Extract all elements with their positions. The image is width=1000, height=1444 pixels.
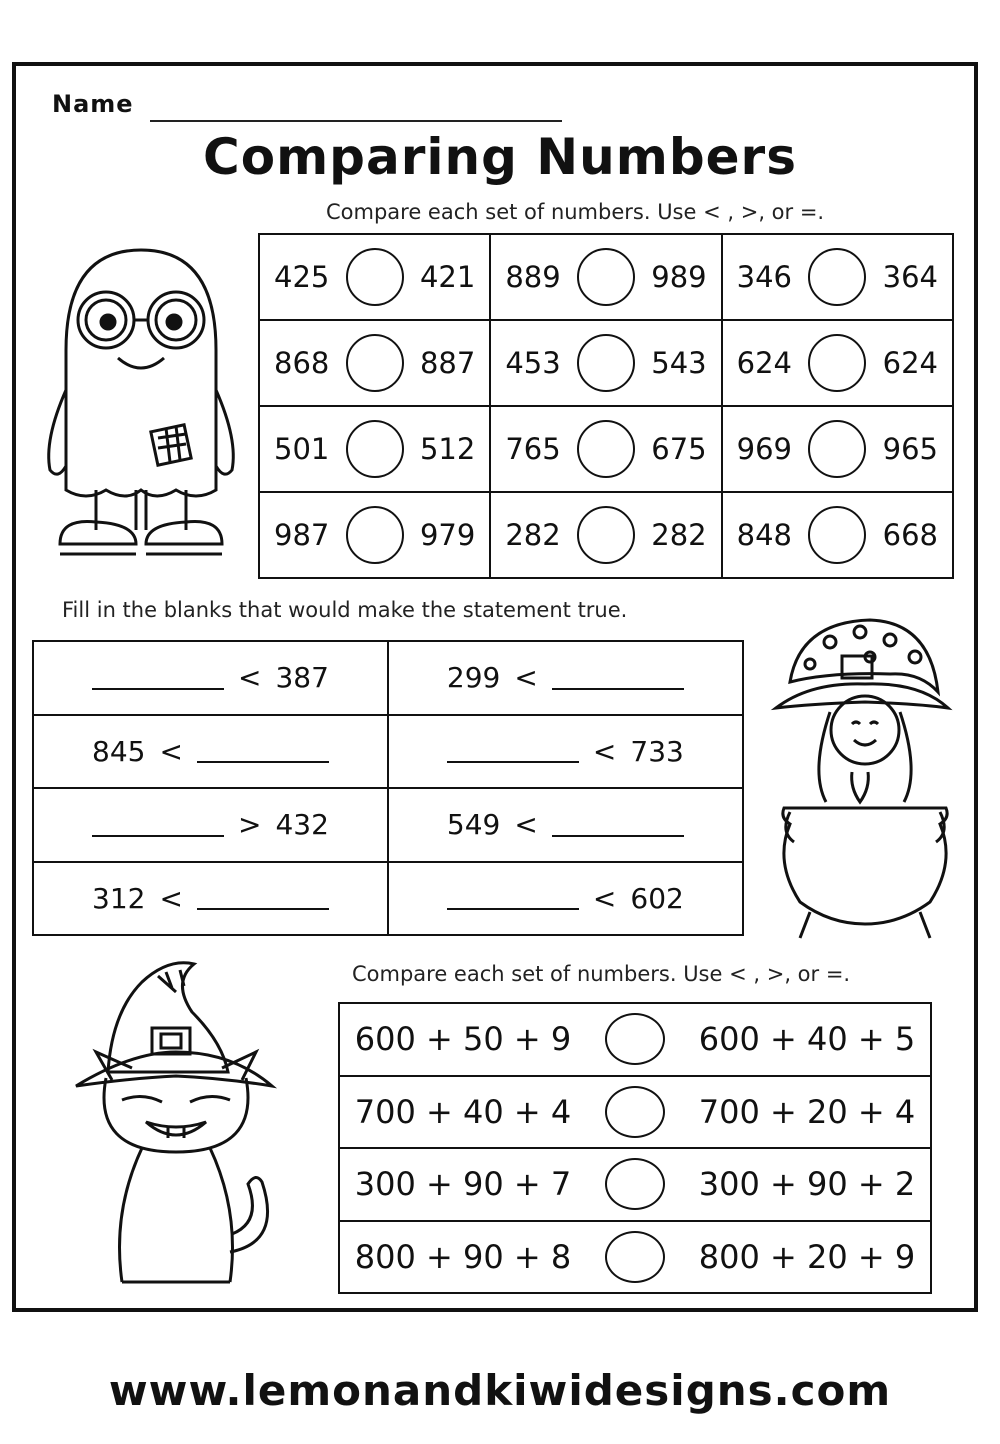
right-number: 965 xyxy=(882,432,938,466)
answer-circle[interactable] xyxy=(808,420,866,478)
sum-cell xyxy=(339,1076,931,1149)
answer-blank[interactable] xyxy=(552,666,684,690)
compare-cell xyxy=(259,492,490,578)
right-number: 543 xyxy=(651,346,707,380)
answer-circle[interactable] xyxy=(577,506,635,564)
answer-circle[interactable] xyxy=(346,420,404,478)
comparison-symbol: < xyxy=(238,661,262,695)
right-number: 512 xyxy=(419,432,476,466)
fill-cell xyxy=(388,715,743,789)
answer-circle[interactable] xyxy=(577,420,635,478)
fill-cell xyxy=(33,788,388,862)
compare-cell xyxy=(722,320,953,406)
compare-table xyxy=(258,233,954,579)
given-number: 432 xyxy=(275,808,329,842)
answer-circle[interactable] xyxy=(605,1158,665,1210)
answer-circle[interactable] xyxy=(346,506,404,564)
answer-blank[interactable] xyxy=(552,813,684,837)
fill-row xyxy=(33,862,743,936)
sum-table xyxy=(338,1002,932,1294)
compare-row xyxy=(259,492,953,578)
instruction-compare-top: Compare each set of numbers. Use < , >, or =. xyxy=(326,200,825,224)
comparison-symbol: < xyxy=(514,661,538,695)
compare-row xyxy=(259,320,953,406)
compare-cell xyxy=(490,234,721,320)
given-number: 733 xyxy=(630,734,684,768)
answer-circle[interactable] xyxy=(346,334,404,392)
compare-cell xyxy=(490,406,721,492)
comparison-symbol: < xyxy=(159,734,183,768)
answer-circle[interactable] xyxy=(605,1086,665,1138)
right-number: 675 xyxy=(651,432,707,466)
given-number: 549 xyxy=(446,808,501,842)
answer-blank[interactable] xyxy=(197,886,329,910)
right-number: 668 xyxy=(882,518,938,552)
left-expression: 300 + 90 + 7 xyxy=(354,1165,572,1204)
sum-row xyxy=(339,1221,931,1294)
left-number: 987 xyxy=(274,518,330,552)
left-expression: 800 + 90 + 8 xyxy=(354,1237,572,1276)
left-number: 969 xyxy=(736,432,793,466)
sum-row xyxy=(339,1076,931,1149)
left-number: 848 xyxy=(736,518,793,552)
sum-cell xyxy=(339,1003,931,1076)
fill-row xyxy=(33,715,743,789)
answer-circle[interactable] xyxy=(577,248,635,306)
left-number: 425 xyxy=(274,260,330,294)
website-footer[interactable]: www.lemonandkiwidesigns.com xyxy=(108,1366,892,1415)
compare-cell xyxy=(259,406,490,492)
given-number: 312 xyxy=(92,881,146,915)
witch-cauldron-illustration xyxy=(770,612,960,942)
left-number: 282 xyxy=(505,518,561,552)
fill-cell xyxy=(33,862,388,936)
instruction-compare-bottom: Compare each set of numbers. Use < , >, or =. xyxy=(352,962,851,986)
right-expression: 700 + 20 + 4 xyxy=(698,1092,916,1131)
compare-row xyxy=(259,406,953,492)
sum-cell xyxy=(339,1148,931,1221)
answer-blank[interactable] xyxy=(92,666,224,690)
answer-circle[interactable] xyxy=(346,248,404,306)
right-number: 989 xyxy=(651,260,707,294)
left-expression: 700 + 40 + 4 xyxy=(354,1092,572,1131)
sum-cell xyxy=(339,1221,931,1294)
given-number: 299 xyxy=(446,661,501,695)
right-number: 887 xyxy=(419,346,476,380)
left-number: 765 xyxy=(505,432,561,466)
page-title: Comparing Numbers xyxy=(203,128,797,186)
right-expression: 800 + 20 + 9 xyxy=(698,1237,916,1276)
right-expression: 300 + 90 + 2 xyxy=(698,1165,916,1204)
answer-blank[interactable] xyxy=(447,886,579,910)
answer-circle[interactable] xyxy=(577,334,635,392)
name-field[interactable] xyxy=(150,120,562,122)
answer-circle[interactable] xyxy=(605,1231,665,1283)
given-number: 602 xyxy=(630,881,684,915)
compare-cell xyxy=(259,234,490,320)
left-number: 868 xyxy=(274,346,330,380)
answer-blank[interactable] xyxy=(447,739,579,763)
fill-cell xyxy=(388,862,743,936)
fill-table xyxy=(32,640,744,936)
compare-cell xyxy=(722,234,953,320)
answer-circle[interactable] xyxy=(808,506,866,564)
left-number: 453 xyxy=(505,346,561,380)
compare-cell xyxy=(490,320,721,406)
given-number: 387 xyxy=(275,661,329,695)
compare-cell xyxy=(490,492,721,578)
left-number: 346 xyxy=(736,260,793,294)
cat-witch-hat-illustration xyxy=(72,952,282,1302)
given-number: 845 xyxy=(92,734,146,768)
left-number: 889 xyxy=(505,260,561,294)
fill-row xyxy=(33,788,743,862)
answer-circle[interactable] xyxy=(808,334,866,392)
fill-row xyxy=(33,641,743,715)
fill-cell xyxy=(33,641,388,715)
left-number: 624 xyxy=(736,346,793,380)
right-number: 624 xyxy=(882,346,938,380)
left-expression: 600 + 50 + 9 xyxy=(354,1020,572,1059)
comparison-symbol: < xyxy=(592,881,617,915)
fill-cell xyxy=(388,788,743,862)
answer-blank[interactable] xyxy=(197,739,329,763)
right-number: 364 xyxy=(882,260,938,294)
right-number: 979 xyxy=(419,518,476,552)
ghost-illustration xyxy=(36,240,246,570)
right-number: 421 xyxy=(419,260,476,294)
comparison-symbol: < xyxy=(592,734,617,768)
instruction-fill-blanks: Fill in the blanks that would make the statement true. xyxy=(62,598,628,622)
fill-cell xyxy=(388,641,743,715)
sum-row xyxy=(339,1148,931,1221)
compare-row xyxy=(259,234,953,320)
comparison-symbol: > xyxy=(238,808,262,842)
answer-circle[interactable] xyxy=(605,1013,665,1065)
compare-cell xyxy=(722,492,953,578)
answer-blank[interactable] xyxy=(92,813,224,837)
compare-cell xyxy=(722,406,953,492)
right-number: 282 xyxy=(651,518,707,552)
answer-circle[interactable] xyxy=(808,248,866,306)
name-label: Name xyxy=(52,90,134,118)
comparison-symbol: < xyxy=(159,881,183,915)
right-expression: 600 + 40 + 5 xyxy=(698,1020,916,1059)
compare-cell xyxy=(259,320,490,406)
sum-row xyxy=(339,1003,931,1076)
left-number: 501 xyxy=(274,432,330,466)
comparison-symbol: < xyxy=(514,808,538,842)
fill-cell xyxy=(33,715,388,789)
